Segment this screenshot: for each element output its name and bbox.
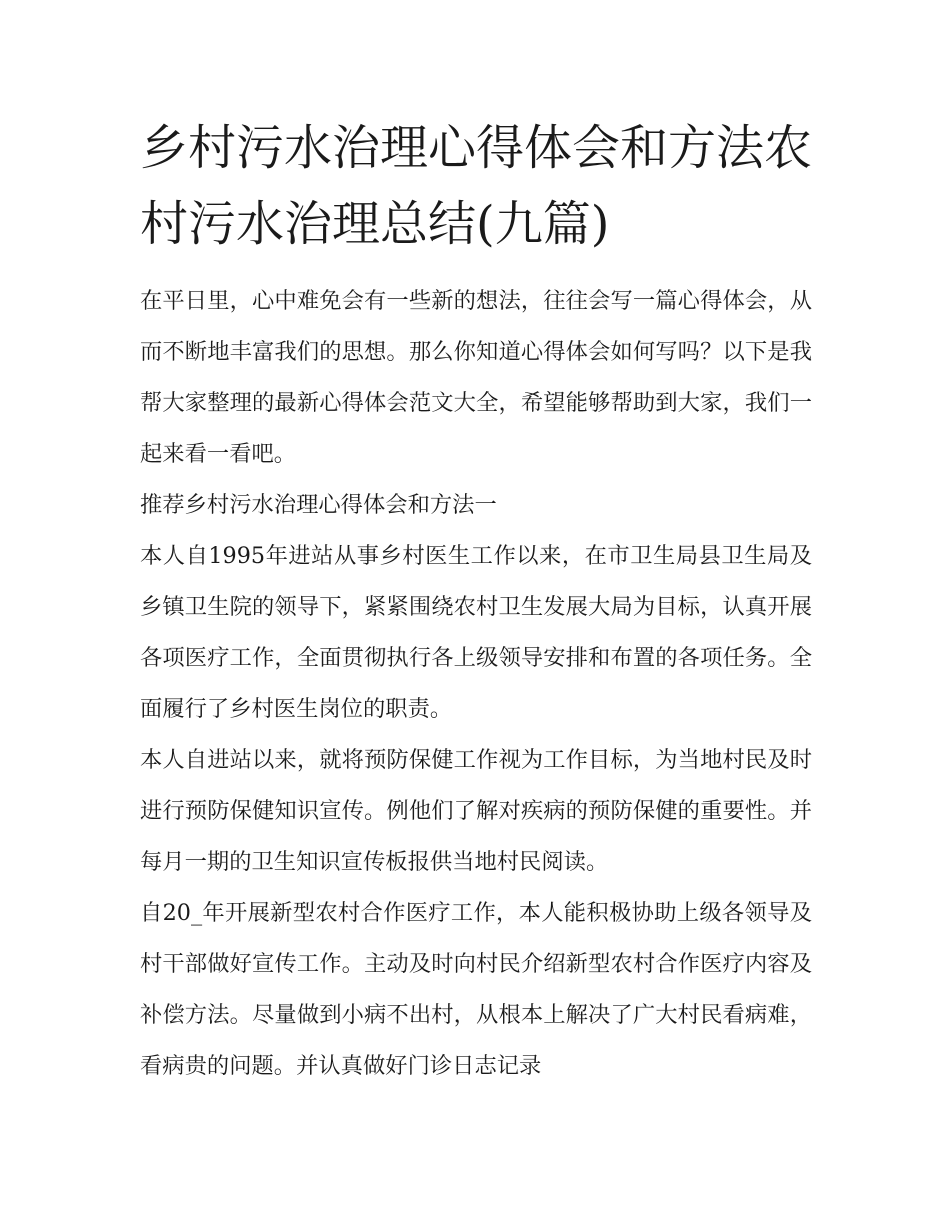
body-paragraph: 自20_年开展新型农村合作医疗工作，本人能积极协助上级各领导及村干部做好宣传工作。主动及时向村民介绍新型农村合作医疗内容及补偿方法。尽量做到小病不出村，从根本上解决了广大村民看病难，看病贵的问题。并认真做好门诊日志记录 bbox=[140, 900, 812, 1079]
document-title: 乡村污水治理心得体会和方法农村污水治理总结(九篇) bbox=[140, 120, 813, 252]
section-heading: 推荐乡村污水治理心得体会和方法一 bbox=[140, 492, 497, 518]
body-paragraph: 本人自进站以来，就将预防保健工作视为工作目标，为当地村民及时进行预防保健知识宣传。例他们了解对疾病的预防保健的重要性。并每月一期的卫生知识宣传板报供当地村民阅读。 bbox=[140, 747, 812, 875]
intro-paragraph: 在平日里，心中难免会有一些新的想法，往往会写一篇心得体会，从而不断地丰富我们的思想。那么你知道心得体会如何写吗？以下是我帮大家整理的最新心得体会范文大全，希望能够帮助到大家，我们一起来看一看吧。 bbox=[140, 288, 812, 467]
document-page bbox=[140, 110, 812, 1092]
document-body bbox=[140, 276, 812, 1092]
body-paragraph: 本人自1995年进站从事乡村医生工作以来，在市卫生局县卫生局及乡镇卫生院的领导下，紧紧围绕农村卫生发展大局为目标，认真开展各项医疗工作，全面贯彻执行各上级领导安排和布置的各项任务。全面履行了乡村医生岗位的职责。 bbox=[140, 543, 812, 722]
